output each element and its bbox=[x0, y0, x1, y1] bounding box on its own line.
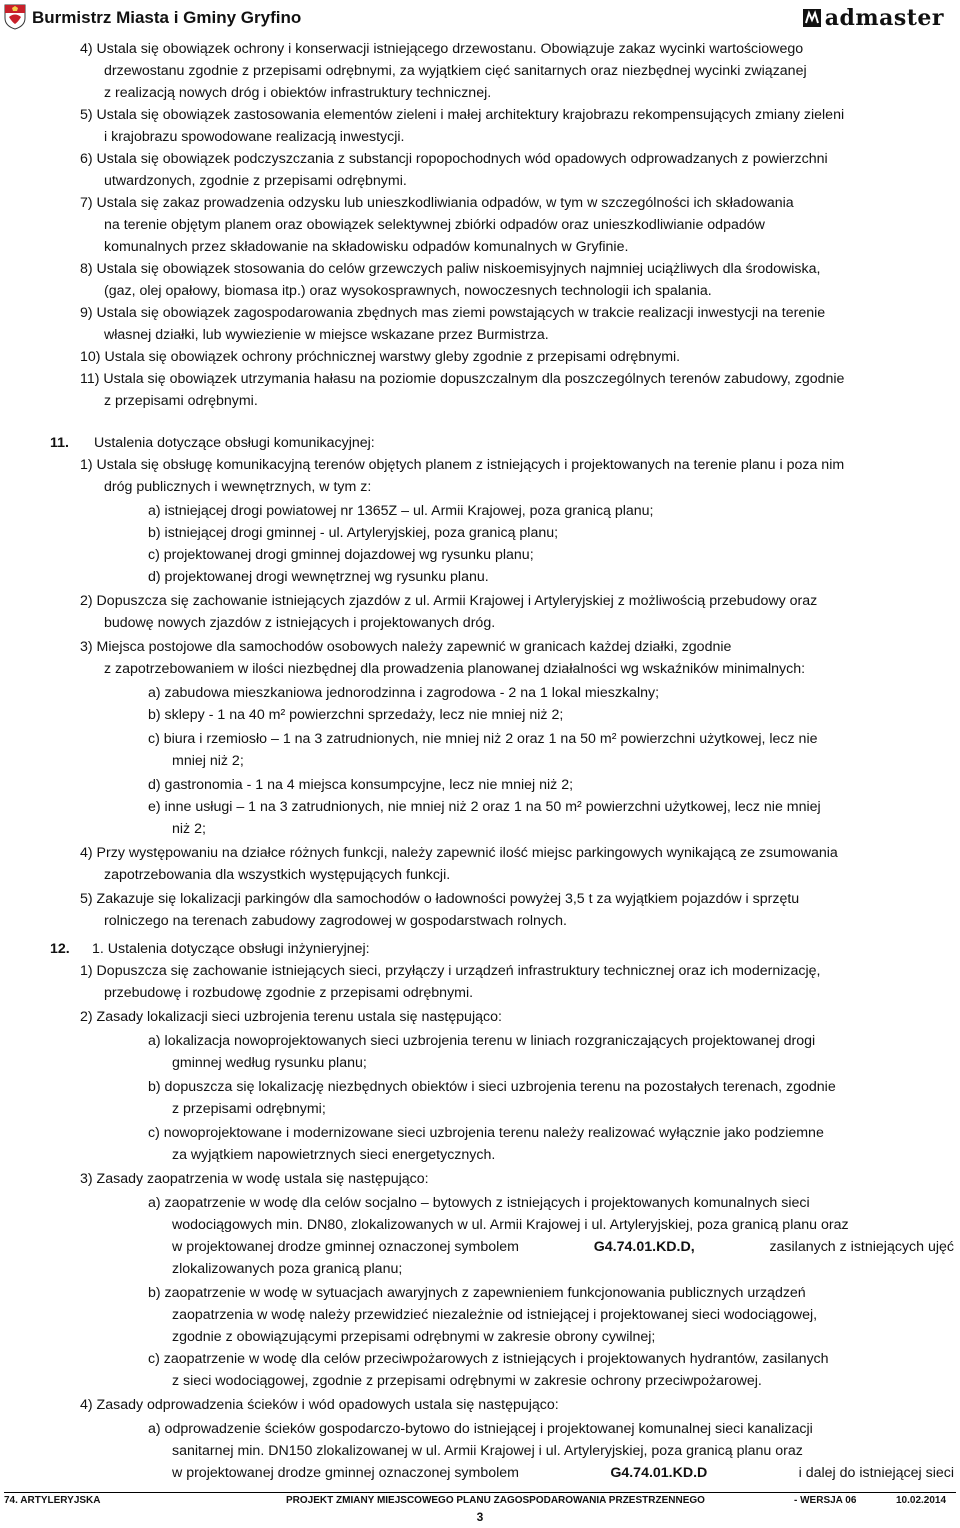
footer-project-title: PROJEKT ZMIANY MIEJSCOWEGO PLANU ZAGOSPODAROWANIA PRZESTRZENNEGO bbox=[286, 1495, 705, 1506]
list-item: c) projektowanej drogi gminnej dojazdowej wg rysunku planu; bbox=[148, 547, 534, 563]
text-line: przebudowę i rozbudowę zgodnie z przepisami odrębnymi. bbox=[104, 985, 474, 1001]
text-line: zaopatrzenia w wodę należy przewidzieć niezależnie od istniejącej i projektowanej sieci wodociągowej, bbox=[172, 1307, 818, 1323]
text-line: 2) Dopuszcza się zachowanie istniejących zjazdów z ul. Armii Krajowej i Artyleryjskiej z możliwością przebudowy oraz bbox=[80, 593, 818, 609]
section-heading: Ustalenia dotyczące obsługi komunikacyjnej: bbox=[94, 435, 375, 451]
coat-of-arms-icon bbox=[4, 4, 26, 30]
text-line-with-symbol bbox=[172, 1462, 954, 1484]
text-line: na terenie objętym planem oraz obowiązek selektywnej zbiórki odpadów oraz unieszkodliwianie odpadów bbox=[104, 217, 765, 233]
road-symbol: G4.74.01.KD.D, bbox=[593, 1239, 695, 1255]
text-line: za wyjątkiem napowietrznych sieci energetycznych. bbox=[172, 1147, 496, 1163]
text-segment: zasilanych z istniejących ujęć bbox=[769, 1239, 954, 1255]
text-line: 10) Ustala się obowiązek ochrony próchnicznej warstwy gleby zgodnie z przepisami odrębnymi. bbox=[80, 349, 681, 365]
text-line: 9) Ustala się obowiązek zagospodarowania zbędnych mas ziemi powstających w trakcie realizacji inwestycji na terenie bbox=[80, 305, 826, 321]
text-line: z sieci wodociągowej, zgodnie z przepisami odrębnymi w zakresie ochrony przeciwpożarowej. bbox=[172, 1373, 762, 1389]
section-number: 12. bbox=[50, 941, 70, 957]
list-item: a) lokalizacja nowoprojektowanych sieci uzbrojenia terenu w liniach rozgraniczających projektowanej drogi bbox=[148, 1033, 816, 1049]
list-item: c) zaopatrzenie w wodę dla celów przeciwpożarowych z istniejących i projektowanych hydrantów, zasilanych bbox=[148, 1351, 829, 1367]
text-line: 5) Zakazuje się lokalizacji parkingów dla samochodów o ładowności powyżej 3,5 t za wyjątkiem pojazdów i sprzętu bbox=[80, 891, 800, 907]
text-line: 4) Przy występowaniu na działce różnych funkcji, należy zapewnić ilość miejsc parkingowych wynikającą ze zsumowania bbox=[80, 845, 838, 861]
text-line: z przepisami odrębnymi. bbox=[104, 393, 258, 409]
text-line: mniej niż 2; bbox=[172, 753, 244, 769]
text-line: zgodnie z obowiązującymi przepisami odrębnymi w zakresie obrony cywilnej; bbox=[172, 1329, 656, 1345]
list-item: a) odprowadzenie ścieków gospodarczo-bytowo do istniejącej i projektowanej komunalnej sieci kanalizacji bbox=[148, 1421, 813, 1437]
list-item: b) istniejącej drogi gminnej - ul. Artyleryjskiej, poza granicą planu; bbox=[148, 525, 559, 541]
list-item: a) zabudowa mieszkaniowa jednorodzinna i zagrodowa - 2 na 1 lokal mieszkalny; bbox=[148, 685, 660, 701]
text-line: 1) Dopuszcza się zachowanie istniejących sieci, przyłączy i urządzeń infrastruktury technicznej oraz ich modernizację, bbox=[80, 963, 821, 979]
text-line: i krajobrazu spowodowane realizacją inwestycji. bbox=[104, 129, 405, 145]
list-item: d) gastronomia - 1 na 4 miejsca konsumpcyjne, lecz nie mniej niż 2; bbox=[148, 777, 574, 793]
text-line: 6) Ustala się obowiązek podczyszczania z substancji ropopochodnych wód opadowych odprowadzanych z powierzchni bbox=[80, 151, 828, 167]
text-line: 7) Ustala się zakaz prowadzenia odzysku lub unieszkodliwiania odpadów, w tym w szczególności ich składowania bbox=[80, 195, 794, 211]
list-item: b) zaopatrzenie w wodę w sytuacjach awaryjnych z zapewnieniem funkcjonowania publicznych urządzeń bbox=[148, 1285, 806, 1301]
text-line: dróg publicznych i wewnętrznych, w tym z: bbox=[104, 479, 372, 495]
footer-date: 10.02.2014 bbox=[896, 1495, 947, 1506]
list-item: b) dopuszcza się lokalizację niezbędnych obiektów i sieci uzbrojenia terenu na pozostałych terenach, zgodnie bbox=[148, 1079, 836, 1095]
text-line: 4) Zasady odprowadzenia ścieków i wód opadowych ustala się następująco: bbox=[80, 1397, 559, 1413]
brand-logo bbox=[803, 5, 944, 31]
text-line: własnej działki, lub wywiezienie w miejsce wskazane przez Burmistrza. bbox=[104, 327, 549, 343]
text-line: gminnej według rysunku planu; bbox=[172, 1055, 367, 1071]
section-number: 11. bbox=[50, 435, 69, 451]
text-line: rolniczego na terenach zabudowy zagrodowej w gospodarstwach rolnych. bbox=[104, 913, 567, 929]
text-line: komunalnych przez składowanie na składowisku odpadów komunalnych w Gryfinie. bbox=[104, 239, 629, 255]
text-line: z realizacją nowych dróg i obiektów infrastruktury technicznej. bbox=[104, 85, 492, 101]
text-line: 5) Ustala się obowiązek zastosowania elementów zieleni i małej architektury krajobrazu rekompensujących zmiany zieleni bbox=[80, 107, 845, 123]
list-item: e) inne usługi – 1 na 3 zatrudnionych, nie mniej niż 2 oraz 1 na 50 m² powierzchni użytkowej, lecz nie mniej bbox=[148, 799, 821, 815]
section-heading: 1. Ustalenia dotyczące obsługi inżynieryjnej: bbox=[92, 941, 370, 957]
page-header bbox=[0, 0, 960, 36]
text-line: 3) Miejsca postojowe dla samochodów osobowych należy zapewnić w granicach każdej działki, zgodnie bbox=[80, 639, 732, 655]
footer-divider bbox=[4, 1492, 956, 1493]
text-line: z zapotrzebowaniem w ilości niezbędnej dla prowadzenia planowanej działalności wg wskaźników minimalnych: bbox=[104, 661, 806, 677]
brand-name: admaster bbox=[824, 5, 944, 31]
text-line: wodociągowych min. DN80, zlokalizowanych w ul. Armii Krajowej i ul. Artyleryjskiej, poza granicą planu oraz bbox=[172, 1217, 849, 1233]
list-item: c) nowoprojektowane i modernizowane sieci uzbrojenia terenu należy realizować wyłącznie jako podziemne bbox=[148, 1125, 824, 1141]
list-item: b) sklepy - 1 na 40 m² powierzchni sprzedaży, lecz nie mniej niż 2; bbox=[148, 707, 564, 723]
text-line: 1) Ustala się obsługę komunikacyjną terenów objętych planem z istniejących i projektowanych na terenie planu i poza nim bbox=[80, 457, 845, 473]
text-segment: w projektowanej drodze gminnej oznaczonej symbolem bbox=[172, 1465, 519, 1481]
page-number: 3 bbox=[476, 1510, 484, 1524]
site-title: Burmistrz Miasta i Gminy Gryfino bbox=[32, 8, 302, 27]
text-line: 8) Ustala się obowiązek stosowania do celów grzewczych paliw niskoemisyjnych najmniej uciążliwych dla środowiska, bbox=[80, 261, 821, 277]
text-line: budowę nowych zjazdów z istniejących i projektowanych dróg. bbox=[104, 615, 496, 631]
text-line: drzewostanu zgodnie z przepisami odrębnymi, za wyjątkiem cięć sanitarnych oraz niezbędnej wycinki związanej bbox=[104, 63, 807, 79]
brand-mark-icon bbox=[803, 9, 821, 27]
page-footer bbox=[0, 1488, 960, 1528]
text-line: 3) Zasady zaopatrzenia w wodę ustala się następująco: bbox=[80, 1171, 429, 1187]
list-item: a) zaopatrzenie w wodę dla celów socjalno – bytowych z istniejących i projektowanych komunalnych sieci bbox=[148, 1195, 810, 1211]
road-symbol: G4.74.01.KD.D bbox=[610, 1465, 708, 1481]
text-line: z przepisami odrębnymi; bbox=[172, 1101, 326, 1117]
list-item: a) istniejącej drogi powiatowej nr 1365Z – ul. Armii Krajowej, poza granicą planu; bbox=[148, 503, 654, 519]
text-line: zlokalizowanych poza granicą planu; bbox=[172, 1261, 403, 1277]
text-line: 11) Ustala się obowiązek utrzymania hałasu na poziomie dopuszczalnym dla poszczególnych terenów zabudowy, zgodnie bbox=[80, 371, 845, 387]
text-line-with-symbol bbox=[172, 1236, 954, 1258]
list-item: c) biura i rzemiosło – 1 na 3 zatrudnionych, nie mniej niż 2 oraz 1 na 50 m² powierzchni użytkowej, lecz nie bbox=[148, 731, 818, 747]
text-line: niż 2; bbox=[172, 821, 206, 837]
text-line: (gaz, olej opałowy, biomasa itp.) oraz wysokosprawnych, nowoczesnych technologii ich spalania. bbox=[104, 283, 712, 299]
text-line: utwardzonych, zgodnie z przepisami odrębnymi. bbox=[104, 173, 407, 189]
text-segment: w projektowanej drodze gminnej oznaczonej symbolem bbox=[172, 1239, 519, 1255]
text-line: sanitarnej min. DN150 zlokalizowanej w ul. Armii Krajowej i ul. Artyleryjskiej, poza granicą planu oraz bbox=[172, 1443, 803, 1459]
text-segment: i dalej do istniejącej sieci bbox=[798, 1465, 954, 1481]
text-line: zapotrzebowania dla wszystkich występujących funkcji. bbox=[104, 867, 451, 883]
footer-location: 74. ARTYLERYJSKA bbox=[4, 1495, 101, 1506]
list-item: d) projektowanej drogi wewnętrznej wg rysunku planu. bbox=[148, 569, 489, 585]
footer-version: - WERSJA 06 bbox=[794, 1495, 857, 1506]
text-line: 4) Ustala się obowiązek ochrony i konserwacji istniejącego drzewostanu. Obowiązuje zakaz wycinki wartościowego bbox=[80, 41, 804, 57]
text-line: 2) Zasady lokalizacji sieci uzbrojenia terenu ustala się następująco: bbox=[80, 1009, 502, 1025]
